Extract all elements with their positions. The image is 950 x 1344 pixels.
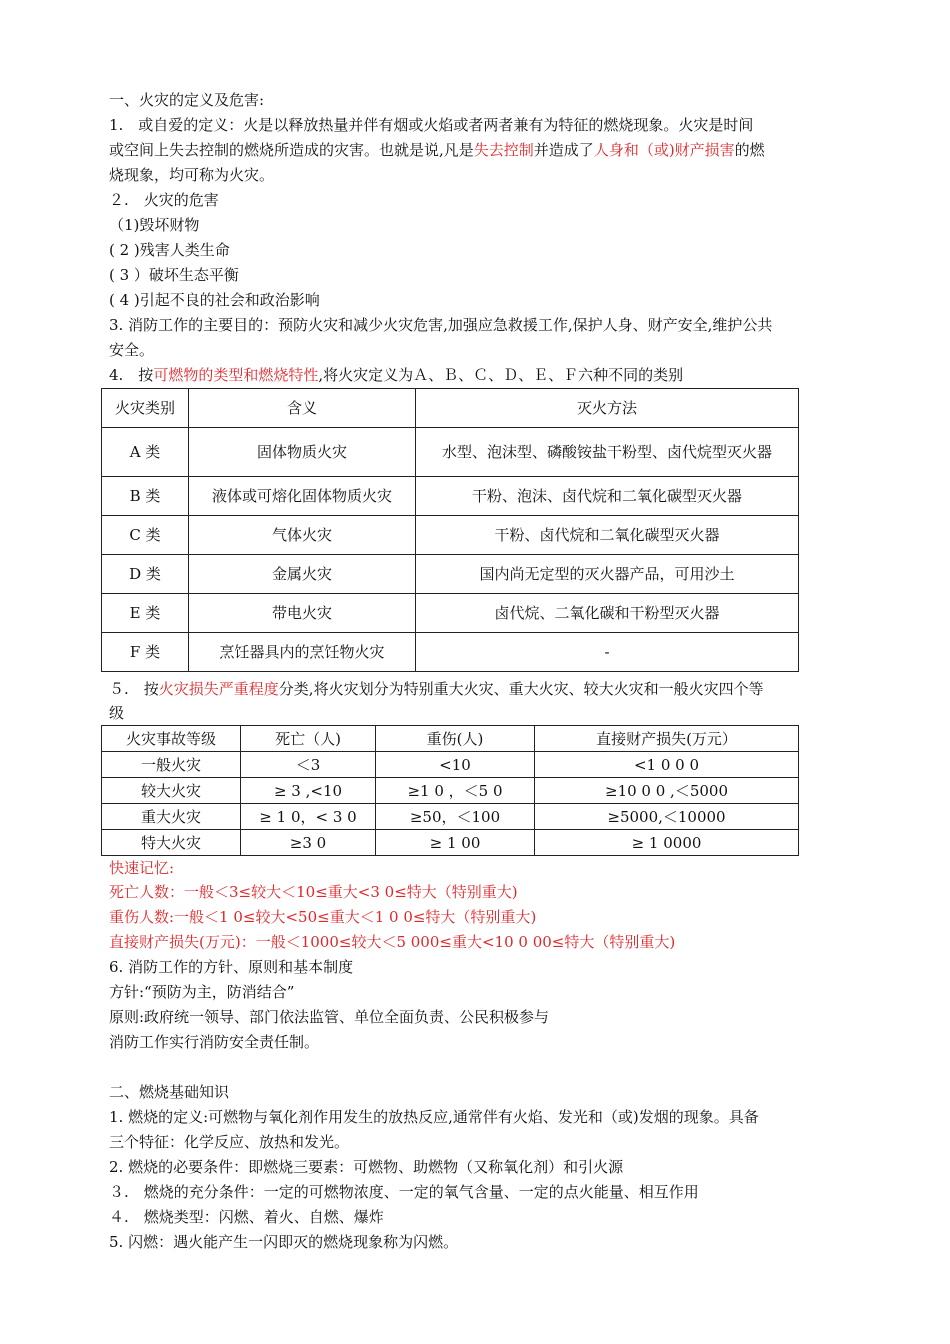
p3-line-b: 安全。 <box>109 341 155 359</box>
table-cell: ≥5000,＜10000 <box>535 804 799 830</box>
table-cell: <10 <box>376 752 535 778</box>
table-row <box>102 633 799 672</box>
table-row <box>102 830 799 856</box>
table-row <box>102 804 799 830</box>
table-header-cell: 含义 <box>189 389 416 428</box>
p3-line-a: 3. 消防工作的主要目的：预防火灾和减少火灾危害,加强应急救援工作,保护人身、财产安全,维护公共 <box>109 316 773 334</box>
hazard-item: （1)毁坏财物 <box>109 216 200 234</box>
p6-policy: 方针:“预防为主，防消结合” <box>109 983 295 1001</box>
table-header-row <box>102 389 799 428</box>
table-cell: 水型、泡沫型、磷酸铵盐干粉型、卤代烷型灭火器 <box>416 428 799 477</box>
p5-highlight: 火灾损失严重程度 <box>158 680 279 698</box>
table-cell: A 类 <box>102 428 189 477</box>
table-cell: 液体或可熔化固体物质火灾 <box>189 477 416 516</box>
table-cell: ≥50，＜100 <box>376 804 535 830</box>
section-2-title: 二、燃烧基础知识 <box>109 1083 230 1101</box>
hazard-item: ( 3 ）破坏生态平衡 <box>109 266 239 284</box>
table-header-cell: 火灾事故等级 <box>102 726 241 752</box>
table-cell: 卤代烷、二氧化碳和干粉型灭火器 <box>416 594 799 633</box>
s2-p3: ３. 燃烧的充分条件：一定的可燃物浓度、一定的氧气含量、一定的点火能量、相互作用 <box>109 1183 699 1201</box>
table-cell: 国内尚无定型的灭火器产品，可用沙土 <box>416 555 799 594</box>
table-cell: - <box>416 633 799 672</box>
table-row <box>102 594 799 633</box>
s2-p5: 5. 闪燃：遇火能产生一闪即灭的燃烧现象称为闪燃。 <box>109 1233 459 1251</box>
fire-grade-table <box>101 725 799 856</box>
table-cell: ≥1 0 ，＜5 0 <box>376 778 535 804</box>
table-header-row <box>102 726 799 752</box>
table-header-cell: 直接财产损失(万元） <box>535 726 799 752</box>
table-cell: ≥ 3 ,<10 <box>241 778 376 804</box>
table-cell: 带电火灾 <box>189 594 416 633</box>
table-cell: 重大火灾 <box>102 804 241 830</box>
p5-line-a <box>109 677 844 701</box>
table-cell: 金属火灾 <box>189 555 416 594</box>
table-cell: E 类 <box>102 594 189 633</box>
table-cell: D 类 <box>102 555 189 594</box>
s2-p4: ４. 燃烧类型：闪燃、着火、自燃、爆炸 <box>109 1208 384 1226</box>
hazard-item: ( 4 )引起不良的社会和政治影响 <box>109 291 320 309</box>
s2-p1-line-a: 1. 燃烧的定义:可燃物与氧化剂作用发生的放热反应,通常伴有火焰、发光和（或)发烟的现象。具备 <box>109 1108 759 1126</box>
p5-pre: ５. 按 <box>109 680 159 698</box>
s2-p1-line-b: 三个特征：化学反应、放热和发光。 <box>109 1133 350 1151</box>
p1-text-end: 的燃 <box>734 141 765 159</box>
table-cell: 干粉、卤代烷和二氧化碳型灭火器 <box>416 516 799 555</box>
table-cell: 烹饪器具内的烹饪物火灾 <box>189 633 416 672</box>
p5-post: 分类,将火灾划分为特别重大火灾、重大火灾、较大火灾和一般火灾四个等 <box>278 680 764 698</box>
table-cell: 一般火灾 <box>102 752 241 778</box>
p5-line-b: 级 <box>109 704 125 722</box>
table-row <box>102 778 799 804</box>
table-row <box>102 516 799 555</box>
table-cell: C 类 <box>102 516 189 555</box>
p6-principle: 原则:政府统一领导、部门依法监管、单位全面负责、公民积极参与 <box>109 1008 550 1026</box>
table-row <box>102 428 799 477</box>
table-header-cell: 死亡（人) <box>241 726 376 752</box>
p6-system: 消防工作实行消防安全责任制。 <box>109 1033 320 1051</box>
table-header-cell: 灭火方法 <box>416 389 799 428</box>
table-row <box>102 555 799 594</box>
memo-line-loss: 直接财产损失(万元)：一般＜1000≤较大＜5 000≤重大<10 0 00≤特大（特别重大) <box>109 933 676 951</box>
table-cell: ≥10 0 0 ,＜5000 <box>535 778 799 804</box>
table-cell: ≥ 1 00 <box>376 830 535 856</box>
p1-text-mid: 并造成了 <box>533 141 594 159</box>
table-cell: 特大火灾 <box>102 830 241 856</box>
p4-post: ,将火灾定义为Ａ、Ｂ、Ｃ、Ｄ、Ｅ、Ｆ六种不同的类别 <box>318 366 684 384</box>
section-1-title: 一、火灾的定义及危害: <box>109 91 265 109</box>
table-cell: 气体火灾 <box>189 516 416 555</box>
p2-title: ２. 火灾的危害 <box>109 191 219 209</box>
hazard-item: ( 2 )残害人类生命 <box>109 241 230 259</box>
table-cell: B 类 <box>102 477 189 516</box>
table-cell: ≥ 1 0，< 3 0 <box>241 804 376 830</box>
table-cell: ≥3 0 <box>241 830 376 856</box>
p4-line <box>109 363 844 387</box>
p1-line-b <box>109 138 844 162</box>
table-cell: 固体物质火灾 <box>189 428 416 477</box>
table-header-cell: 火灾类别 <box>102 389 189 428</box>
p4-highlight: 可燃物的类型和燃烧特性 <box>153 366 319 384</box>
fire-class-table <box>101 388 799 672</box>
table-cell: ＜3 <box>241 752 376 778</box>
table-row <box>102 477 799 516</box>
p1-line-c: 烧现象，均可称为火灾。 <box>109 166 275 184</box>
table-cell: 干粉、泡沫、卤代烷和二氧化碳型灭火器 <box>416 477 799 516</box>
memo-line-death: 死亡人数：一般＜3≤较大＜10≤重大<3 0≤特大（特别重大) <box>109 883 518 901</box>
p1-highlight-2: 人身和（或)财产损害 <box>593 141 735 159</box>
memo-title: 快速记忆: <box>109 859 175 877</box>
table-cell: F 类 <box>102 633 189 672</box>
s2-p2: 2. 燃烧的必要条件：即燃烧三要素：可燃物、助燃物（又称氧化剂）和引火源 <box>109 1158 624 1176</box>
p1-text: 或空间上失去控制的燃烧所造成的灾害。也就是说,凡是 <box>109 141 474 159</box>
memo-line-injury: 重伤人数:一般＜1 0≤较大<50≤重大＜1 0 0≤特大（特别重大) <box>109 908 537 926</box>
table-row <box>102 752 799 778</box>
p1-line-a: 1. 或自爱的定义：火是以释放热量并伴有烟或火焰或者两者兼有为特征的燃烧现象。火灾是时间 <box>109 116 754 134</box>
table-cell: ≥ 1 0000 <box>535 830 799 856</box>
p1-highlight-1: 失去控制 <box>473 141 534 159</box>
p4-pre: 4. 按 <box>109 366 154 384</box>
p6-title: 6. 消防工作的方针、原则和基本制度 <box>109 958 354 976</box>
table-cell: 较大火灾 <box>102 778 241 804</box>
table-cell: <1 0 0 0 <box>535 752 799 778</box>
table-header-cell: 重伤(人) <box>376 726 535 752</box>
